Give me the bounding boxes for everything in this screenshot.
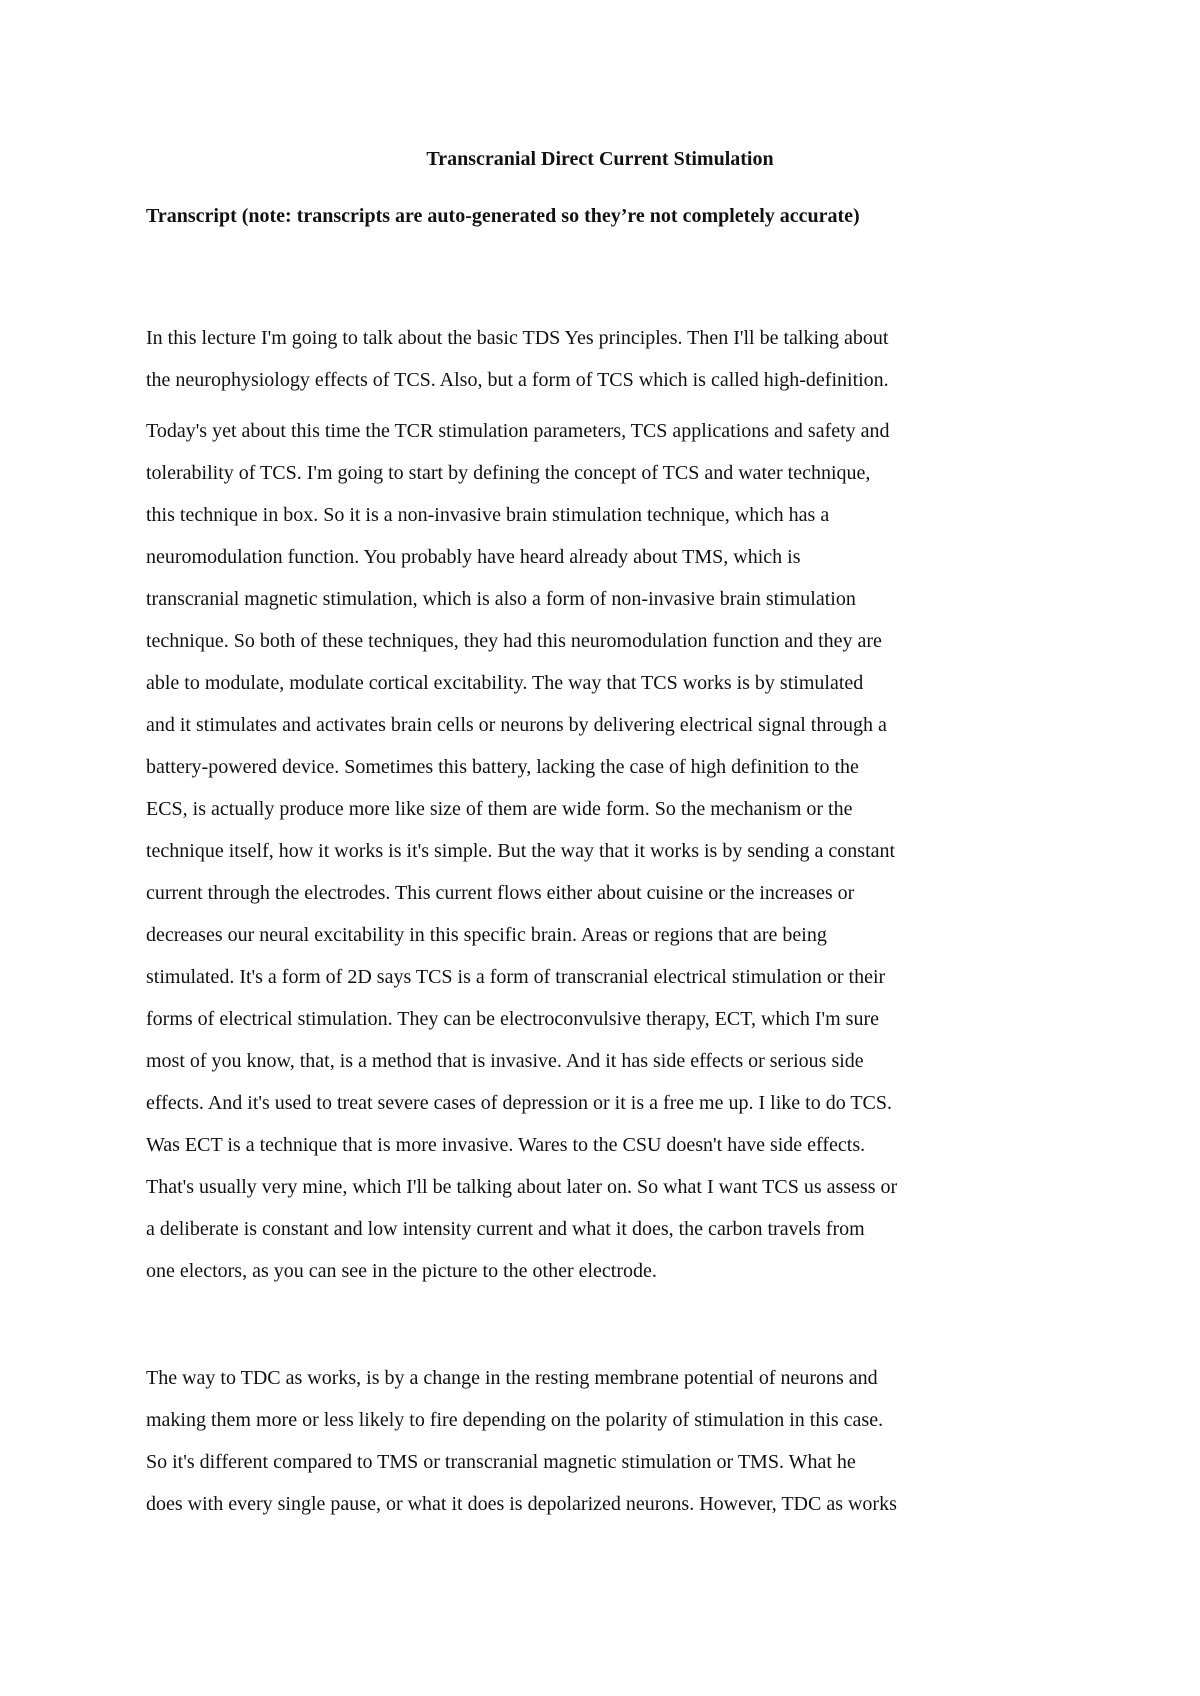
text-line: a deliberate is constant and low intensity current and what it does, the carbon travels from bbox=[146, 1218, 865, 1240]
text-line: current through the electrodes. This current flows either about cuisine or the increases or bbox=[146, 882, 855, 904]
paragraph bbox=[146, 317, 1066, 401]
text-line: tolerability of TCS. I'm going to start by defining the concept of TCS and water technique, bbox=[146, 462, 871, 484]
text-line: able to modulate, modulate cortical excitability. The way that TCS works is by stimulated bbox=[146, 672, 864, 694]
text-line: transcranial magnetic stimulation, which is also a form of non-invasive brain stimulation bbox=[146, 588, 856, 610]
text-line: So it's different compared to TMS or transcranial magnetic stimulation or TMS. What he bbox=[146, 1451, 856, 1473]
transcript-note-heading: Transcript (note: transcripts are auto-generated so they’re not completely accurate) bbox=[146, 205, 860, 227]
text-line: Today's yet about this time the TCR stimulation parameters, TCS applications and safety and bbox=[146, 420, 890, 442]
text-line: effects. And it's used to treat severe cases of depression or it is a free me up. I like to do TCS. bbox=[146, 1092, 893, 1114]
paragraph bbox=[146, 1357, 1066, 1525]
text-line: That's usually very mine, which I'll be talking about later on. So what I want TCS us assess or bbox=[146, 1176, 898, 1198]
text-line: most of you know, that, is a method that is invasive. And it has side effects or serious side bbox=[146, 1050, 864, 1072]
text-line: technique. So both of these techniques, they had this neuromodulation function and they are bbox=[146, 630, 882, 652]
text-line: Was ECT is a technique that is more invasive. Wares to the CSU doesn't have side effects. bbox=[146, 1134, 866, 1156]
text-line: In this lecture I'm going to talk about the basic TDS Yes principles. Then I'll be talking about bbox=[146, 327, 889, 349]
text-line: one electors, as you can see in the picture to the other electrode. bbox=[146, 1260, 657, 1282]
text-line: ECS, is actually produce more like size of them are wide form. So the mechanism or the bbox=[146, 798, 853, 820]
paragraph bbox=[146, 410, 1066, 1292]
text-line: technique itself, how it works is it's simple. But the way that it works is by sending a constant bbox=[146, 840, 896, 862]
text-line: stimulated. It's a form of 2D says TCS is a form of transcranial electrical stimulation or their bbox=[146, 966, 886, 988]
text-line: does with every single pause, or what it does is depolarized neurons. However, TDC as works bbox=[146, 1493, 897, 1515]
text-line: The way to TDC as works, is by a change in the resting membrane potential of neurons and bbox=[146, 1367, 878, 1389]
text-line: and it stimulates and activates brain cells or neurons by delivering electrical signal through a bbox=[146, 714, 887, 736]
text-line: making them more or less likely to fire depending on the polarity of stimulation in this case. bbox=[146, 1409, 884, 1431]
text-line: neuromodulation function. You probably have heard already about TMS, which is bbox=[146, 546, 801, 568]
text-line: the neurophysiology effects of TCS. Also, but a form of TCS which is called high-definition. bbox=[146, 369, 889, 391]
text-line: battery-powered device. Sometimes this battery, lacking the case of high definition to the bbox=[146, 756, 859, 778]
page-title: Transcranial Direct Current Stimulation bbox=[426, 148, 774, 170]
text-line: decreases our neural excitability in this specific brain. Areas or regions that are being bbox=[146, 924, 827, 946]
text-line: forms of electrical stimulation. They can be electroconvulsive therapy, ECT, which I'm sure bbox=[146, 1008, 879, 1030]
text-line: this technique in box. So it is a non-invasive brain stimulation technique, which has a bbox=[146, 504, 830, 526]
